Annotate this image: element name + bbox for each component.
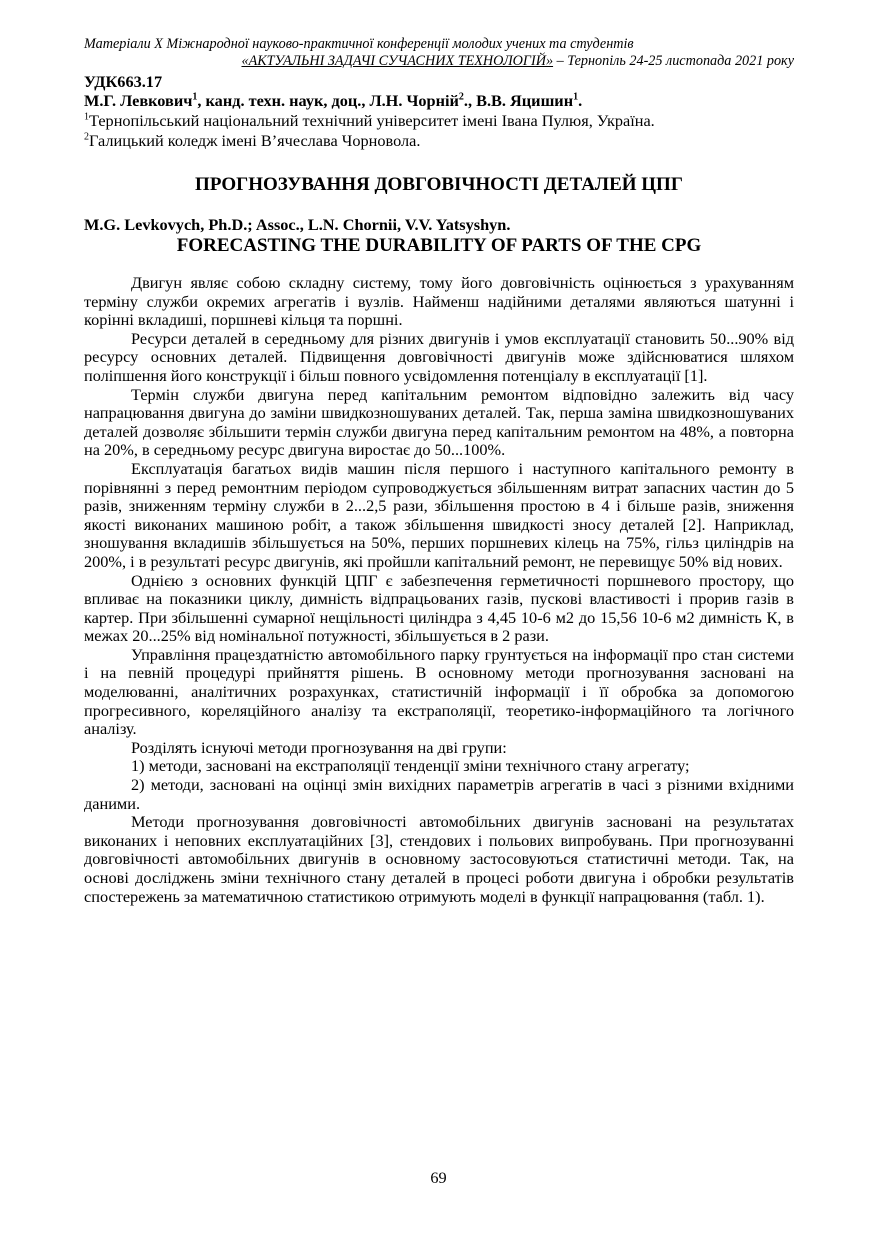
paragraph: Методи прогнозування довговічності автомобільних двигунів засновані на результатах виконаних і неповних експлуатаційних [3], стендових і польових випробувань. При прогнозуванні довговічності автомобільних двигунів в основному застосовуються статистичні методи. Так, на основі досліджень зміни технічного стану деталей в процесі роботи двигуна і обробки результатів спостережень за математичною статистикою отримують моделі в функції напрацювання (табл. 1). [84,812,794,906]
author-2-affil: 2 [458,91,464,103]
paragraph: Термін служби двигуна перед капітальним ремонтом відповідно залежить від часу напрацювання двигуна до заміни швидкозношуваних деталей. Так, перша заміна швидкозношуваних деталей дозволяє збільшити термін служби двигуна перед капітальним ремонтом на 48%, а повторна на 20%, в середньому ресурс двигуна виростає до 50...100%. [84,384,794,460]
paragraph: Експлуатація багатьох видів машин після першого і наступного капітального ремонту в порівнянні з перед ремонтним періодом супроводжується збільшенням витрат запасних частин до 5 разів, зниженням терміну служби в 2...2,5 рази, збільшення простою в 4 і більше разів, зниження якості виконаних машиною робіт, а також збільшення швидкості зносу деталей [2]. Наприклад, зношування вкладишів збільшується на 50%, перших поршневих кілець на 75%, гільз циліндрів на 200%, і в результаті ресурс двигунів, які пройшли капітальний ремонт, не перевищує 50% від нових. [84,458,794,571]
affiliation-2-text: Галицький коледж імені В’ячеслава Чорновола. [89,131,421,150]
header-location-date: – Тернопіль 24-25 листопада 2021 року [553,53,794,69]
header-title-line [84,53,794,70]
page-content [84,36,794,906]
author-3: ., В.В. Яцишин [463,91,574,110]
running-header [84,36,794,70]
paper-title-en: FORECASTING THE DURABILITY OF PARTS OF THE CPG [176,235,702,256]
affiliation-1 [84,111,794,131]
affiliation-1-mark: 1 [84,111,89,123]
affiliation-2-mark: 2 [84,131,89,143]
list-item: 2) методи, засновані на оцінці змін вихідних параметрів агрегатів в часі з різними вхідними даними. [84,775,794,813]
paragraph: Двигун являє собою складну систему, тому його довговічність оцінюється з урахуванням терміну служби окремих агрегатів і вузлів. Найменш надійними деталями являються шатунні і корінні вкладиші, поршневі кільця та поршні. [84,273,794,330]
paragraph: Однією з основних функцій ЦПГ є забезпечення герметичності поршневого простору, що впливає на показники циклу, димність відпрацьованих газів, пускові властивості і прорив газів в картер. При збільшенні сумарної нещільності циліндра з 4,45 10-6 м2 до 15,56 10-6 м2 димність К, в межах 20...25% від номінальної потужності, збільшується в 2 рази. [84,570,794,646]
header-conference-title: «АКТУАЛЬНІ ЗАДАЧІ СУЧАСНИХ ТЕХНОЛОГІЙ» [241,53,554,69]
paper-title-ua: ПРОГНОЗУВАННЯ ДОВГОВІЧНОСТІ ДЕТАЛЕЙ ЦПГ [195,174,683,195]
authors-en: M.G. Levkovych, Ph.D.; Assoc., L.N. Chornii, V.V. Yatsyshyn. [84,215,511,234]
author-2: , канд. техн. наук, доц., Л.Н. Чорній [197,91,459,110]
paragraph: Управління працездатністю автомобільного парку грунтується на інформації про стан системи і на певній процедурі прийняття рішень. В основному методи прогнозування засновані на моделюванні, аналітичних розрахунках, статистичній інформації і її обробка за допомогою прогресивного, кореляційного аналізу та екстраполяції, теоретико-інформаційного та логічного аналізу. [84,644,794,739]
affiliation-2 [84,131,794,151]
authors-ua [84,91,794,111]
author-1: М.Г. Левкович [84,91,193,110]
paragraph: Розділять існуючі методи прогнозування на дві групи: [131,737,507,757]
authors-end: . [578,91,583,110]
author-1-affil: 1 [192,91,198,103]
paragraph: Ресурси деталей в середньому для різних двигунів і умов експлуатації становить 50...90% від ресурсу основних деталей. Підвищення довговічності двигунів може здійснюватися шляхом поліпшення його конструкції і більш повного усвідомлення потенціалу в експлуатації [1]. [84,328,794,385]
affiliation-1-text: Тернопільський національний технічний університет імені Івана Пулюя, Україна. [89,111,655,130]
header-conference-line: Матеріали Х Міжнародної науково-практичної конференції молодих учених та студентів [84,36,634,52]
author-3-affil: 1 [573,91,579,103]
list-item: 1) методи, засновані на екстраполяції тенденції зміни технічного стану агрегату; [131,756,690,776]
udk-code: УДК663.17 [84,72,163,91]
page-number: 69 [430,1168,447,1187]
article-body [84,274,794,906]
